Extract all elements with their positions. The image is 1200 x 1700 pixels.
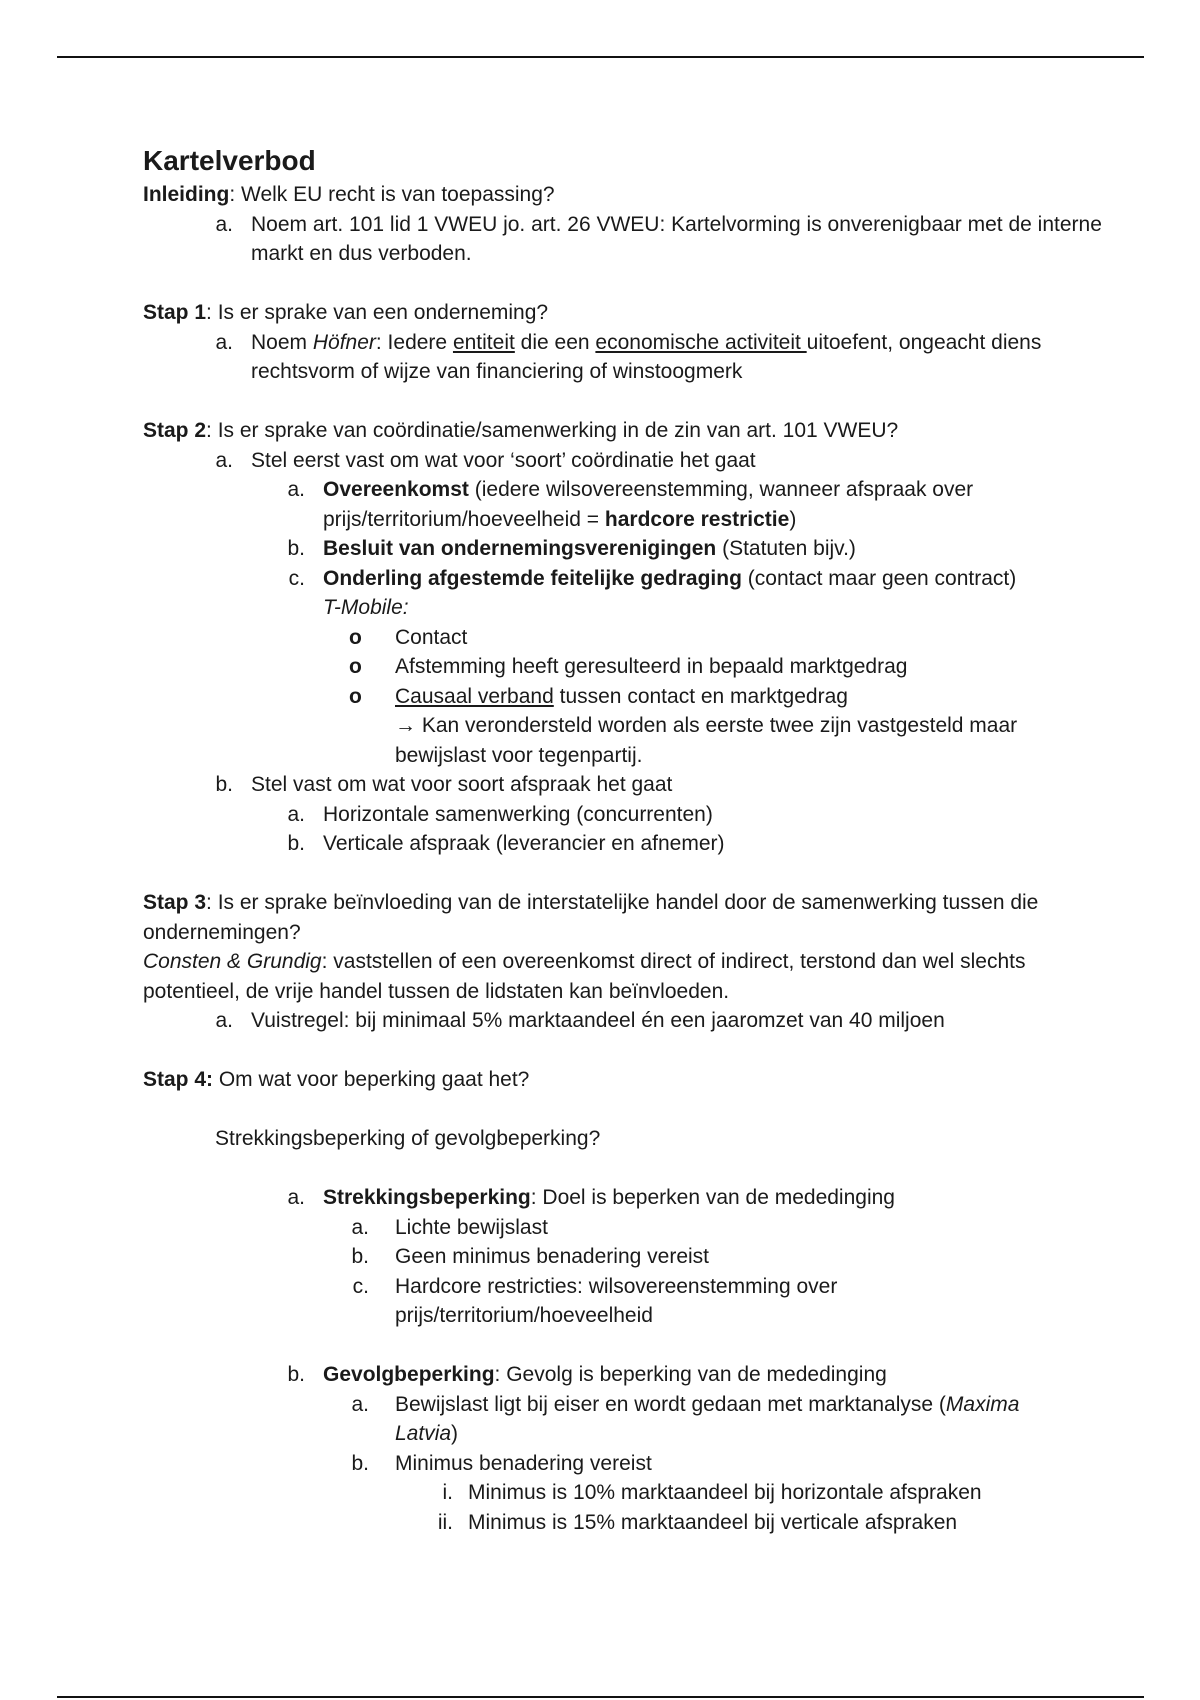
list-marker: a. (215, 1009, 233, 1032)
list-marker: b. (287, 537, 305, 560)
text-span: Noem (251, 330, 313, 354)
stap2-item-a (143, 446, 1103, 476)
case-t-mobile: T-Mobile: (323, 596, 409, 619)
stap4-label: Stap 4: (143, 1068, 214, 1091)
underlined-economische-activiteit: economische activiteit (595, 330, 807, 354)
underlined-entiteit: entiteit (452, 330, 515, 354)
bullet-item (143, 682, 1103, 712)
page-title: Kartelverbod (143, 145, 316, 176)
stap4-a-sub (143, 1213, 1103, 1243)
text-span: ) (451, 1422, 459, 1445)
stap4-item-b (143, 1360, 1103, 1390)
text-span: Horizontale samenwerking (concurrenten) (323, 802, 713, 826)
stap3-question: : Is er sprake beïnvloeding van de interstatelijke handel door de samenwerking tussen die ondernemingen? (143, 891, 1039, 944)
roman-item (143, 1508, 1103, 1538)
text-span: Bewijslast ligt bij eiser en wordt gedaan met marktanalyse ( (395, 1392, 946, 1416)
intro-heading (143, 180, 1103, 210)
list-marker: a. (351, 1215, 369, 1239)
stap4-b-sub-b (143, 1449, 1103, 1479)
text-span: (contact maar geen contract) (741, 566, 1017, 590)
case-consten-grundig: Consten & Grundig (143, 950, 322, 973)
text-span: Minimus is 15% marktaandeel bij verticale afspraken (468, 1510, 958, 1534)
list-marker: a. (287, 802, 305, 826)
bullet-marker: o (349, 625, 362, 649)
term-hardcore-restrictie: hardcore restrictie (604, 507, 790, 531)
bullet-marker: o (349, 684, 362, 708)
text-span: die een (514, 330, 596, 354)
text-span: Hardcore restricties: wilsovereenstemming over prijs/territorium/hoeveelheid (395, 1274, 838, 1327)
text-span: uitoefent, ongeacht diens rechtsvorm of wijze van financiering of winstoogmerk (251, 330, 1042, 383)
document-body (143, 143, 1103, 1537)
text-span: (Statuten bijv.) (716, 537, 856, 560)
stap4-a-sub (143, 1242, 1103, 1272)
underlined-causaal-verband: Causaal verband (395, 684, 554, 708)
stap2-label: Stap 2 (143, 419, 207, 442)
stap4-item-a (143, 1183, 1103, 1213)
stap3-label: Stap 3 (143, 891, 207, 914)
stap1-question: : Is er sprake van een onderneming? (206, 301, 549, 324)
bullet-item (143, 652, 1103, 682)
stap4-a-sub (143, 1272, 935, 1331)
text-span: : vaststellen of een overeenkomst direct of indirect, terstond dan wel slechts potentieel, de vrije handel tussen de lidstaten kan beïnvloeden. (143, 950, 1026, 1003)
stap4-question: Om wat voor beperking gaat het? (213, 1068, 530, 1091)
stap2-a-sub-b (143, 534, 1103, 564)
list-marker: b. (287, 1363, 305, 1386)
list-marker: b. (215, 773, 233, 796)
stap1-heading (143, 298, 1103, 328)
intro-label: Inleiding (143, 183, 230, 206)
stap2-item-a-text: Stel eerst vast om wat voor ‘soort’ coördinatie het gaat (251, 448, 756, 472)
list-marker: a. (287, 478, 305, 501)
text-span: Minimus benadering vereist (395, 1451, 652, 1475)
text-span: Verticale afspraak (leverancier en afnemer) (323, 832, 725, 855)
stap1-item-a (143, 328, 1103, 387)
roman-item (143, 1478, 1103, 1508)
case-maxima-latvia: Maxima Latvia (395, 1392, 1020, 1445)
list-marker: a. (287, 1186, 305, 1209)
stap2-b-sub-a (143, 800, 1103, 830)
case-hofner: Höfner (312, 330, 376, 354)
text-span: Minimus is 10% marktaandeel bij horizontale afspraken (468, 1481, 982, 1504)
footer-rule (57, 1696, 1144, 1698)
list-marker: b. (351, 1245, 369, 1268)
stap3-item-a (143, 1006, 1103, 1036)
bullet-text: Afstemming heeft geresulteerd in bepaald marktgedrag (395, 655, 908, 678)
list-marker: a. (215, 330, 233, 354)
arrow-note (143, 711, 1103, 770)
text-span: (iedere wilsovereenstemming, wanneer afspraak over prijs/territorium/hoeveelheid = (323, 478, 974, 531)
list-marker: c. (352, 1274, 369, 1298)
intro-item-a-text: Noem art. 101 lid 1 VWEU jo. art. 26 VWEU: Kartelvorming is onverenigbaar met de interne markt en dus verboden. (251, 212, 1102, 265)
stap2-heading (143, 416, 1103, 446)
list-marker: a. (215, 212, 233, 236)
term-strekkingsbeperking: Strekkingsbeperking (323, 1186, 531, 1209)
list-marker: b. (351, 1451, 369, 1475)
stap1-label: Stap 1 (143, 301, 207, 324)
stap4-subquestion: Strekkingsbeperking of gevolgbeperking? (215, 1127, 601, 1150)
stap4-b-sub-a (143, 1390, 1035, 1449)
bullet-text: Contact (395, 625, 468, 649)
stap3-heading (143, 888, 1103, 947)
term-besluit: Besluit van ondernemingsverenigingen (323, 537, 717, 560)
intro-question: : Welk EU recht is van toepassing? (229, 183, 555, 206)
list-marker: c. (288, 566, 305, 590)
list-marker: a. (215, 448, 233, 472)
stap4-heading (143, 1065, 1103, 1095)
text-span: Lichte bewijslast (395, 1215, 548, 1239)
intro-item-a (143, 210, 1103, 269)
text-span: Vuistregel: bij minimaal 5% marktaandeel én een jaaromzet van 40 miljoen (251, 1009, 945, 1032)
bullet-item (143, 623, 1103, 653)
stap2-b-sub-b (143, 829, 1103, 859)
bullet-marker: o (349, 655, 362, 678)
list-marker: i. (442, 1481, 453, 1504)
list-marker: a. (351, 1392, 369, 1416)
text-span: ) (789, 507, 797, 531)
list-marker: b. (287, 832, 305, 855)
stap2-a-sub-a (143, 475, 1103, 534)
text-span: : Iedere (375, 330, 453, 354)
arrow-right-icon: → (395, 714, 416, 737)
text-span: Geen minimus benadering vereist (395, 1245, 709, 1268)
bullet-text: tussen contact en marktgedrag (553, 684, 848, 708)
term-gevolgbeperking: Gevolgbeperking (323, 1363, 495, 1386)
stap2-question: : Is er sprake van coördinatie/samenwerking in de zin van art. 101 VWEU? (206, 419, 899, 442)
term-overeenkomst: Overeenkomst (323, 478, 469, 501)
stap2-item-b-text: Stel vast om wat voor soort afspraak het gaat (251, 773, 673, 796)
stap3-case (143, 947, 1103, 1006)
text-span: : Doel is beperken van de mededinging (530, 1186, 895, 1209)
stap2-a-sub-c (143, 564, 1103, 594)
arrow-note-text: Kan verondersteld worden als eerste twee zijn vastgesteld maar bewijslast voor tegenpartij. (395, 714, 1018, 767)
list-marker: ii. (437, 1510, 453, 1534)
stap2-item-b (143, 770, 1103, 800)
header-rule (57, 56, 1144, 58)
text-span: : Gevolg is beperking van de mededinging (494, 1363, 887, 1386)
term-onderling-afgestemd: Onderling afgestemde feitelijke gedraging (323, 566, 742, 590)
